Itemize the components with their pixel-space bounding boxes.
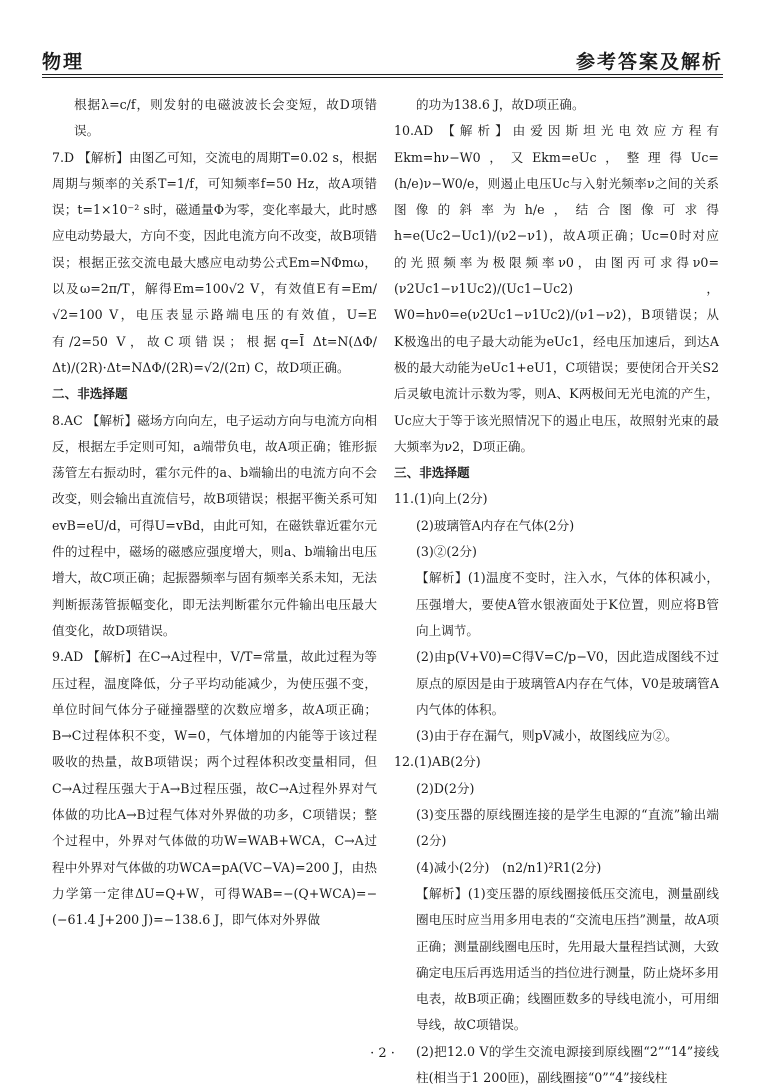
right-column (394, 92, 719, 1091)
answer-paragraph: 的功为138.6 J，故D项正确。 (416, 97, 585, 112)
answer-paragraph: (3)②(2分) (416, 544, 477, 560)
answer-paragraph: 8.AC 【解析】磁场方向向左，电子运动方向与电流方向相反，根据左手定则可知，a端带负电，故A项正确；锥形振荡管左右振动时，霍尔元件的a、b端输出的电流方向不会改变，则会输出直流信号，故B项错误；根据平衡关系可知evB=eU/d，可得U=vBd，由此可知，在磁铁靠近霍尔元件的过程中，磁场的磁感应强度增大，则a、b端输出电压增大，故C项正确；起振器频率与固有频率关系未知，无法判断振荡管振幅变化，即无法判断霍尔元件输出电压最大值变化，故D项错误。 (52, 412, 377, 638)
answer-paragraph: 【解析】(1)变压器的原线圈接低压交流电，测量副线圈电压时应当用多用电表的“交流电压挡”测量，故A项正确；测量副线圈电压时，先用最大量程挡试测，大致确定电压后再选用适当的挡位进行测量，防止烧坏多用电表，故B项正确；线圈匝数多的导线电流小，可用细导线，故C项错误。 (416, 885, 719, 1033)
answer-paragraph: 根据λ=c/f，则发射的电磁波波长会变短，故D项错误。 (74, 97, 377, 139)
header-rule-thin (42, 77, 723, 78)
doc-title: 参考答案及解析 (575, 51, 723, 73)
answer-paragraph: (2)把12.0 V的学生交流电源接到原线圈“2”“14”接线柱(相当于1 200匝)，副线圈接“0”“4”接线柱 (416, 1043, 719, 1085)
answer-paragraph: (3)变压器的原线圈连接的是学生电源的“直流”输出端(2分) (416, 807, 719, 849)
subject-title: 物理 (42, 51, 85, 73)
section-heading: 二、非选择题 (52, 386, 128, 402)
answer-paragraph: 【解析】(1)温度不变时，注入水，气体的体积减小，压强增大，要使A管水银液面处于K位置，则应将B管向上调节。 (416, 570, 719, 638)
answer-paragraph: 7.D 【解析】由图乙可知，交流电的周期T=0.02 s，根据周期与频率的关系T=1/f，可知频率f=50 Hz，故A项错误；t=1×10⁻² s时，磁通量Φ为零，变化率最大，此时感应电动势最大，方向不变，因此电流方向不改变，故B项错误；根据正弦交流电最大感应电动势公式Em=NΦmω，以及ω=2π/T，解得Em=100√2 V，有效值E有=Em/√2=100 V，电压表显示路端电压的有效值，U=E有/2=50 V，故C项错误；根据q=Ī Δt=N(ΔΦ/Δt)/(2R)·Δt=NΔΦ/(2R)=√2/(2π) C，故D项正确。 (52, 149, 377, 375)
answer-paragraph: 10.AD 【解析】由爱因斯坦光电效应方程有Ekm=hν−W0，又Ekm=eUc，整理得Uc=(h/e)ν−W0/e，则遏止电压Uc与入射光频率ν之间的关系图像的斜率为h/e，结合图像可求得h=e(Uc2−Uc1)/(ν2−ν1)，故A项正确；Uc=0时对应的光照频率为极限频率ν0，由图丙可求得ν0=(ν2Uc1−ν1Uc2)/(Uc1−Uc2)，W0=hν0=e(ν2Uc1−ν1Uc2)/(ν1−ν2)，B项错误；从K极逸出的电子最大动能为eUc1，经电压加速后，到达A极的最大动能为eUc1+eU1，C项错误；要使闭合开关S2后灵敏电流计示数为零，则A、K两极间无光电流的产生，Uc应大于等于该光照情况下的遏止电压，故照射光束的最大频率为ν2，D项正确。 (394, 123, 719, 454)
left-column (52, 92, 377, 934)
answer-paragraph: (2)D(2分) (416, 780, 475, 796)
section-heading: 三、非选择题 (394, 465, 470, 481)
answer-paragraph: 12.(1)AB(2分) (394, 754, 481, 770)
answer-paragraph: 11.(1)向上(2分) (394, 491, 488, 507)
answer-paragraph: (3)由于存在漏气，则pV减小，故图线应为②。 (416, 728, 678, 744)
header-rule (42, 74, 723, 75)
answer-paragraph: (2)由p(V+V0)=C得V=C/p−V0，因此造成图线不过原点的原因是由于玻璃管A内存在气体，V0是玻璃管A内气体的体积。 (416, 649, 719, 717)
page-number: · 2 · (370, 1046, 395, 1061)
answer-paragraph: (2)玻璃管A内存在气体(2分) (416, 517, 575, 533)
answer-paragraph: 9.AD 【解析】在C→A过程中，V/T=常量，故此过程为等压过程，温度降低，分子平均动能减少，为使压强不变，单位时间气体分子碰撞器壁的次数应增多，故A项正确；B→C过程体积不变，W=0，气体增加的内能等于该过程吸收的热量，故B项错误；两个过程体积改变量相同，但C→A过程压强大于A→B过程压强，故C→A过程外界对气体做的功比A→B过程气体对外界做的功多，C项错误；整个过程中，外界对气体做的功W=WAB+WCA，C→A过程中外界对气体做的功WCA=pA(VC−VA)=200 J，由热力学第一定律ΔU=Q+W，可得WAB=−(Q+WCA)=−(−61.4 J+200 J)=−138.6 J，即气体对外界做 (52, 649, 377, 928)
answer-paragraph: (4)减小(2分) (n2/n1)²R1(2分) (416, 859, 602, 875)
